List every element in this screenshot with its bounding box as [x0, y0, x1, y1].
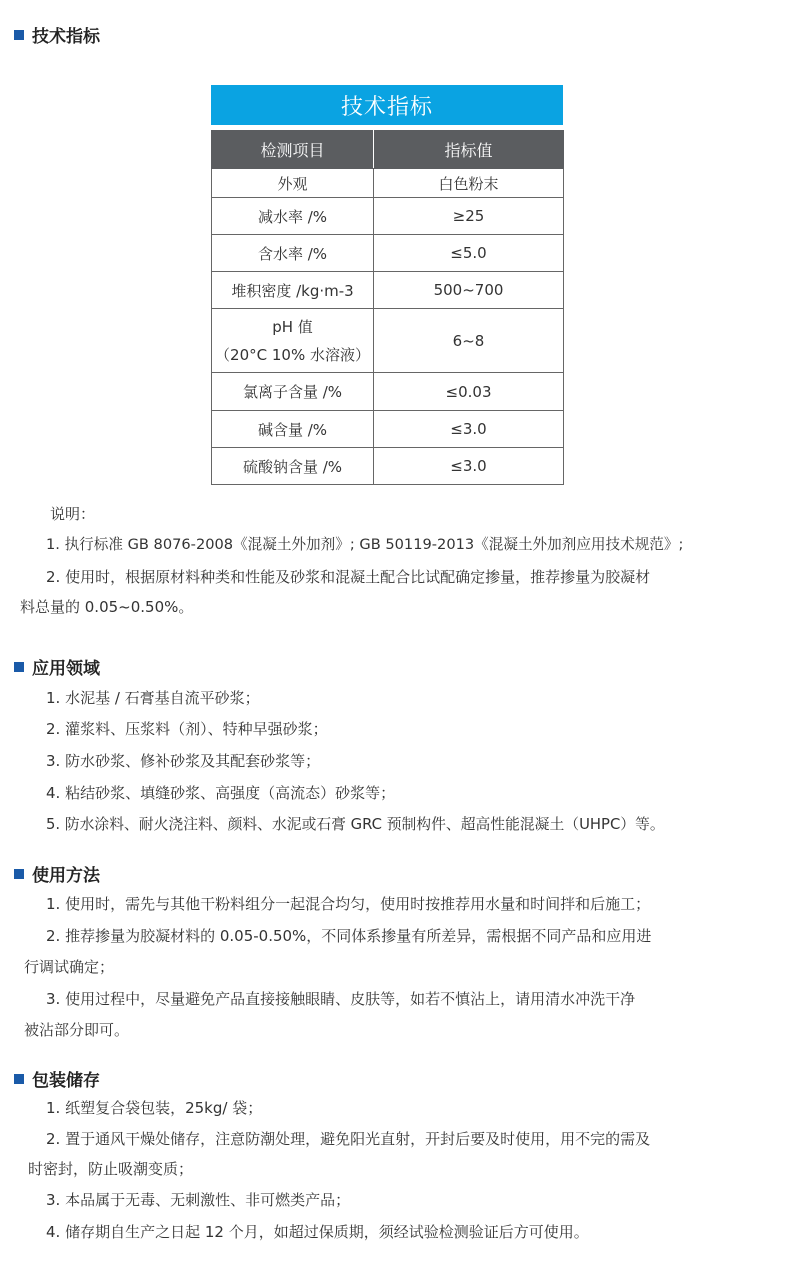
row-value: ≤3.0	[374, 411, 564, 448]
row-item: 外观	[212, 169, 374, 198]
list-item: 1. 纸塑复合袋包装，25kg/ 袋；	[46, 1099, 263, 1117]
row-value: 白色粉末	[374, 169, 564, 198]
list-item: 4. 储存期自生产之日起 12 个月，如超过保质期，须经试验检测验证后方可使用。	[46, 1223, 589, 1241]
notes-line: 1. 执行标准 GB 8076-2008《混凝土外加剂》; GB 50119-2013《混凝土外加剂应用技术规范》;	[46, 536, 684, 553]
row-item: 堆积密度 /kg·m-3	[212, 272, 374, 309]
row-value: ≤3.0	[374, 448, 564, 485]
table-row	[212, 235, 564, 272]
row-value: ≥25	[374, 198, 564, 235]
section-heading-applications	[14, 654, 100, 679]
row-item: 硫酸钠含量 /%	[212, 448, 374, 485]
square-bullet-icon	[14, 662, 24, 672]
list-item: 5. 防水涂料、耐火浇注料、颜料、水泥或石膏 GRC 预制构件、超高性能混凝土（UHPC）等。	[46, 816, 665, 833]
section-heading-packaging	[14, 1066, 100, 1091]
section-heading-usage	[14, 861, 100, 886]
row-value: 500~700	[374, 272, 564, 309]
table-row	[212, 169, 564, 198]
table-row	[212, 198, 564, 235]
section-title: 包装储存	[32, 1071, 100, 1091]
table-row	[212, 309, 564, 373]
list-item: 2. 灌浆料、压浆料（剂）、特种早强砂浆；	[46, 720, 328, 738]
section-title: 应用领域	[32, 659, 100, 679]
row-item-line2: （20°C 10% 水溶液）	[215, 345, 370, 364]
header-value: 指标值	[374, 131, 564, 169]
header-item: 检测项目	[212, 131, 374, 169]
square-bullet-icon	[14, 869, 24, 879]
list-item: 2. 推荐掺量为胶凝材料的 0.05-0.50%，不同体系掺量有所差异，需根据不同产品和应用进	[46, 927, 652, 945]
section-heading-tech-specs	[14, 22, 100, 47]
row-item: 氯离子含量 /%	[212, 373, 374, 411]
table-row	[212, 272, 564, 309]
table-row	[212, 411, 564, 448]
notes-label: 说明：	[50, 505, 96, 523]
list-item: 3. 防水砂浆、修补砂浆及其配套砂浆等；	[46, 752, 321, 770]
row-item: 含水率 /%	[212, 235, 374, 272]
row-item: 减水率 /%	[212, 198, 374, 235]
row-item	[212, 309, 374, 373]
row-item-line1: pH 值	[272, 317, 313, 336]
section-title: 技术指标	[32, 27, 100, 47]
table-row	[212, 448, 564, 485]
row-value: ≤0.03	[374, 373, 564, 411]
notes-line: 料总量的 0.05~0.50%。	[20, 598, 194, 616]
section-title: 使用方法	[32, 866, 100, 886]
table-row	[212, 373, 564, 411]
row-item: 碱含量 /%	[212, 411, 374, 448]
list-item: 4. 粘结砂浆、填缝砂浆、高强度（高流态）砂浆等；	[46, 784, 396, 802]
square-bullet-icon	[14, 30, 24, 40]
list-item: 3. 使用过程中，尽量避免产品直接接触眼睛、皮肤等，如若不慎沾上，请用清水冲洗干净	[46, 990, 636, 1008]
table-header-row	[212, 131, 564, 169]
notes-line: 2. 使用时，根据原材料种类和性能及砂浆和混凝土配合比试配确定掺量，推荐掺量为胶凝材	[46, 568, 651, 586]
list-item: 2. 置于通风干燥处储存，注意防潮处理，避免阳光直射，开封后要及时使用，用不完的需及	[46, 1130, 651, 1148]
list-item: 1. 水泥基 / 石膏基自流平砂浆；	[46, 689, 260, 707]
spec-table	[211, 85, 563, 485]
list-item: 被沾部分即可。	[24, 1021, 130, 1039]
spec-table-grid	[211, 130, 564, 485]
list-item: 1. 使用时，需先与其他干粉料组分一起混合均匀，使用时按推荐用水量和时间拌和后施工；	[46, 895, 651, 913]
list-item: 3. 本品属于无毒、无刺激性、非可燃类产品；	[46, 1191, 351, 1209]
row-value: ≤5.0	[374, 235, 564, 272]
table-title: 技术指标	[211, 85, 563, 125]
square-bullet-icon	[14, 1074, 24, 1084]
list-item: 时密封，防止吸潮变质；	[28, 1160, 194, 1178]
list-item: 行调试确定；	[24, 958, 115, 976]
row-value: 6~8	[374, 309, 564, 373]
